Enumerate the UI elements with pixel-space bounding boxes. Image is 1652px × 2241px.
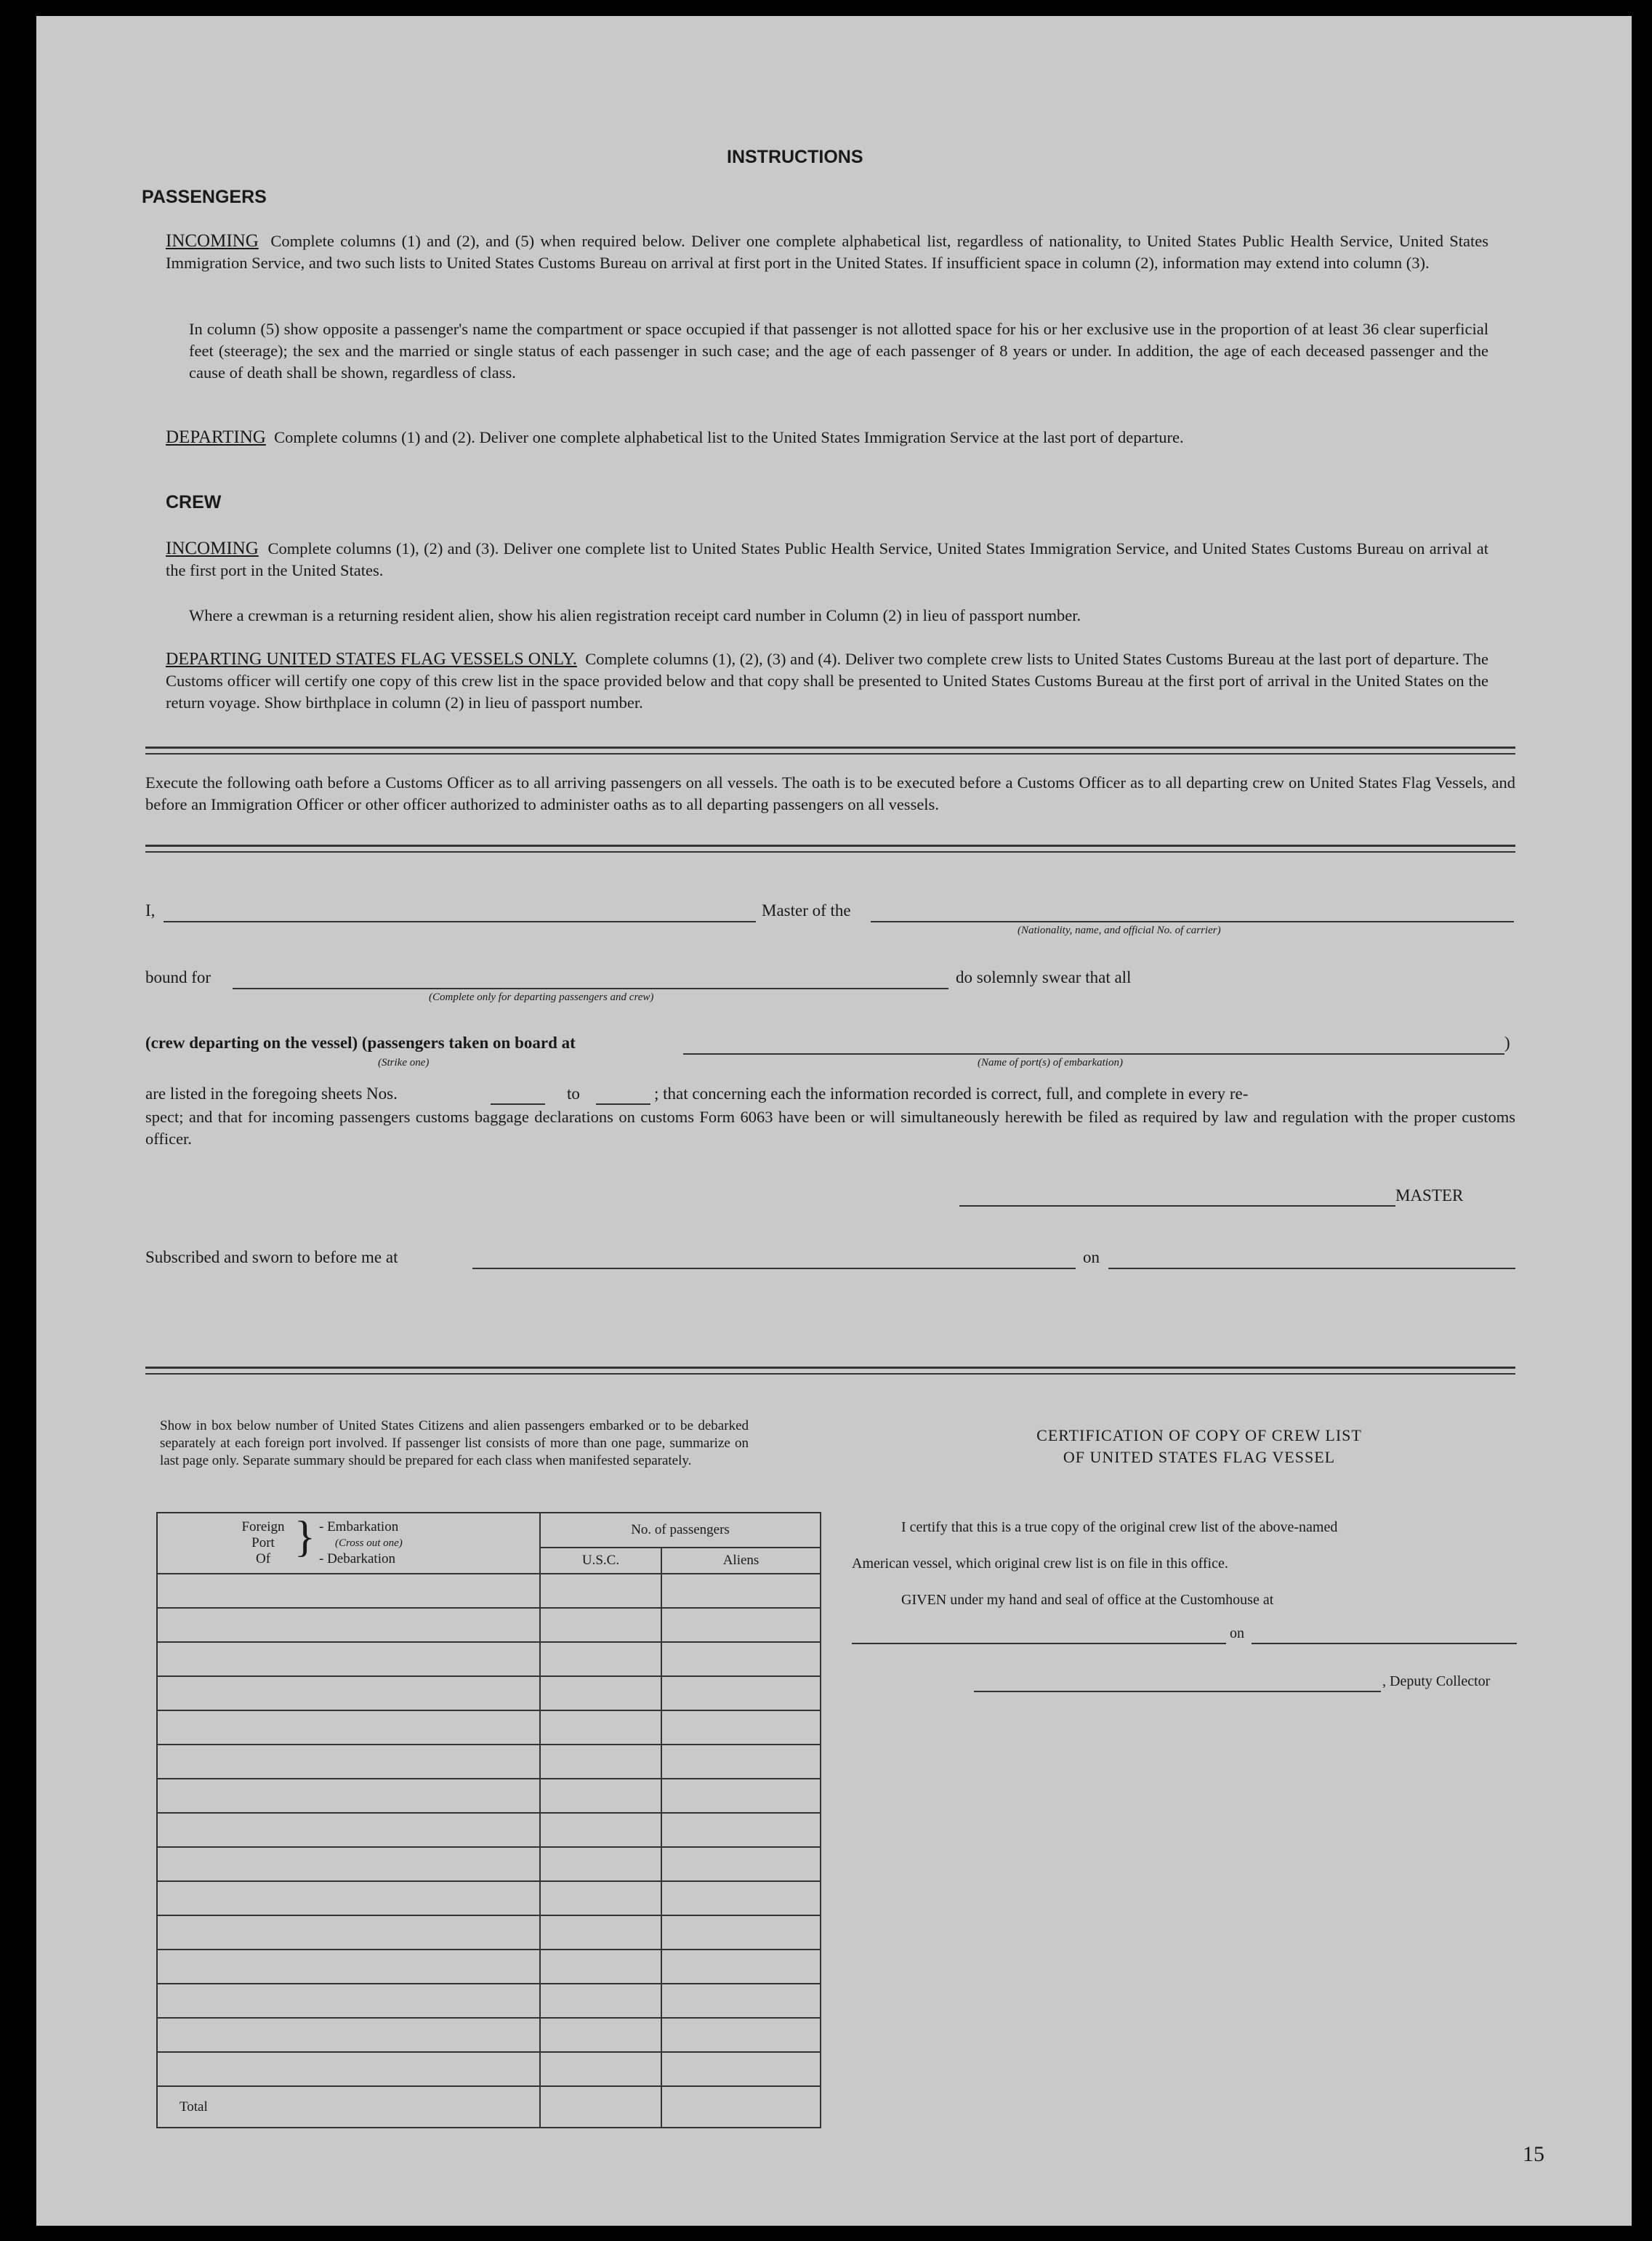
- column5-paragraph: In column (5) show opposite a passenger's name the compartment or space occupied if that passenger is not allotted space for his or her exclusive use in the proportion of at least 36 clear superficial feet (steerage); the sex and the married or single status of each passenger in such case; and the age of each passenger of 8 years or under. In addition, the age of each deceased passenger and the cause of death shall be shown, regardless of class.: [189, 320, 1488, 382]
- total-usc-cell[interactable]: [540, 2086, 661, 2128]
- oath-intro: Execute the following oath before a Customs Officer as to all arriving passengers on all vessels. The oath is to be executed before a Customs Officer as to all departing crew on United States Flag Vessels, and before an Immigration Officer or other officer authorized to administer oaths as to all departing passengers on all vessels.: [145, 773, 1515, 813]
- aliens-cell[interactable]: [661, 1574, 821, 1608]
- aliens-cell[interactable]: [661, 1779, 821, 1813]
- usc-cell[interactable]: [540, 1881, 661, 1915]
- port-cell[interactable]: [157, 2052, 540, 2086]
- port-cell[interactable]: [157, 1915, 540, 1950]
- aliens-cell[interactable]: [661, 1608, 821, 1642]
- master-name-field[interactable]: [164, 921, 756, 922]
- given-line: GIVEN under my hand and seal of office at the Customhouse at: [901, 1592, 1274, 1608]
- aliens-cell[interactable]: [661, 1881, 821, 1915]
- customhouse-field[interactable]: [852, 1643, 1226, 1644]
- total-aliens-cell[interactable]: [661, 2086, 821, 2128]
- port-cell[interactable]: [157, 1984, 540, 2018]
- listed-text-2: ; that concerning each the information recorded is correct, full, and complete in every re-: [654, 1085, 1249, 1103]
- carrier-field[interactable]: [871, 921, 1514, 922]
- subscribed-date-field[interactable]: [1108, 1268, 1515, 1269]
- port-cell[interactable]: [157, 1642, 540, 1676]
- flag-vessels-paragraph: [166, 648, 1488, 714]
- usc-cell[interactable]: [540, 1984, 661, 2018]
- instructions-title: INSTRUCTIONS: [727, 147, 863, 167]
- aliens-cell[interactable]: [661, 2018, 821, 2052]
- crewman-paragraph: Where a crewman is a returning resident alien, show his alien registration receipt card number in Column (2) in lieu of passport number.: [189, 606, 1081, 624]
- sheet-to-field[interactable]: [596, 1103, 650, 1105]
- total-label: Total: [157, 2086, 540, 2128]
- aliens-cell[interactable]: [661, 1847, 821, 1881]
- aliens-cell[interactable]: [661, 1710, 821, 1745]
- aliens-cell[interactable]: [661, 1676, 821, 1710]
- nationality-note: (Nationality, name, and official No. of carrier): [1018, 925, 1221, 936]
- aliens-cell[interactable]: [661, 1984, 821, 2018]
- subscribed-on-label: on: [1083, 1248, 1100, 1266]
- port-cell[interactable]: [157, 1574, 540, 1608]
- ports-note: (Name of port(s) of embarkation): [978, 1057, 1123, 1069]
- passengers-incoming-paragraph: [166, 230, 1488, 274]
- close-paren: ): [1504, 1034, 1510, 1052]
- master-signature-field[interactable]: [959, 1205, 1395, 1207]
- port-cell[interactable]: [157, 1710, 540, 1745]
- listed-text-3: spect; and that for incoming passengers customs baggage declarations on customs Form 6063 have been or will simultaneously herewith be filed as required by law and regulation with the proper customs officer.: [145, 1108, 1515, 1148]
- port-cell[interactable]: [157, 1676, 540, 1710]
- crew-incoming-text: Complete columns (1), (2) and (3). Deliver one complete list to United States Public Health Service, United States Immigration Service, and United States Customs Bureau on arrival at the first port in the United States.: [166, 539, 1489, 579]
- certification-on-label: on: [1230, 1625, 1244, 1641]
- aliens-cell[interactable]: [661, 1950, 821, 1984]
- bound-for-label: bound for: [145, 968, 211, 986]
- divider: [145, 747, 1515, 755]
- deputy-signature-field[interactable]: [974, 1691, 1381, 1692]
- ports-field[interactable]: [683, 1053, 1504, 1055]
- usc-cell[interactable]: [540, 1574, 661, 1608]
- port-cell[interactable]: [157, 1881, 540, 1915]
- deputy-collector-label: , Deputy Collector: [1382, 1673, 1491, 1689]
- usc-cell[interactable]: [540, 1779, 661, 1813]
- aliens-cell[interactable]: [661, 1642, 821, 1676]
- crew-departing-label: (crew departing on the vessel) (passengers taken on board at: [145, 1034, 576, 1052]
- summary-instructions: Show in box below number of United States Citizens and alien passengers embarked or to be debarked separately at each foreign port involved. If passenger list consists of more than one page, summarize on last page only. Separate summary should be prepared for each class when manifested separately.: [160, 1418, 749, 1468]
- usc-cell[interactable]: [540, 2052, 661, 2086]
- port-cell[interactable]: [157, 1779, 540, 1813]
- certification-title-1: CERTIFICATION OF COPY OF CREW LIST: [1036, 1426, 1362, 1444]
- port-cell[interactable]: [157, 1745, 540, 1779]
- master-of-the-label: Master of the: [762, 901, 851, 920]
- to-label: to: [567, 1085, 580, 1103]
- usc-cell[interactable]: [540, 1642, 661, 1676]
- incoming-text: Complete columns (1) and (2), and (5) when required below. Deliver one complete alphabetical list, regardless of nationality, to United States Public Health Service, United States Immigration Service, and two such lists to United States Customs Bureau on arrival at first port in the United States. If insufficient space in column (2), information may extend into column (3).: [166, 232, 1489, 272]
- incoming-label: INCOMING: [166, 231, 259, 251]
- swear-label: do solemnly swear that all: [956, 968, 1132, 986]
- passengers-heading: PASSENGERS: [142, 187, 267, 207]
- port-cell[interactable]: [157, 1608, 540, 1642]
- debarkation-label: - Debarkation: [319, 1551, 395, 1566]
- no-of-passengers-header: No. of passengers: [540, 1513, 821, 1548]
- aliens-cell[interactable]: [661, 1915, 821, 1950]
- aliens-cell[interactable]: [661, 1745, 821, 1779]
- summary-table: [156, 1512, 821, 2128]
- complete-only-note: (Complete only for departing passengers and crew): [429, 991, 654, 1003]
- usc-header: U.S.C.: [540, 1548, 661, 1574]
- brace-glyph: }: [294, 1513, 315, 1561]
- summary-header-port: [157, 1513, 540, 1574]
- certify-line-2: American vessel, which original crew list is on file in this office.: [852, 1556, 1228, 1572]
- divider: [145, 1367, 1515, 1375]
- strike-one-note: (Strike one): [378, 1057, 430, 1069]
- certification-date-field[interactable]: [1252, 1643, 1517, 1644]
- usc-cell[interactable]: [540, 1676, 661, 1710]
- usc-cell[interactable]: [540, 1710, 661, 1745]
- usc-cell[interactable]: [540, 1745, 661, 1779]
- usc-cell[interactable]: [540, 1915, 661, 1950]
- port-cell[interactable]: [157, 1950, 540, 1984]
- of-label: Of: [255, 1551, 271, 1566]
- usc-cell[interactable]: [540, 1950, 661, 1984]
- aliens-cell[interactable]: [661, 1813, 821, 1847]
- departing-text: Complete columns (1) and (2). Deliver one complete alphabetical list to the United States Immigration Service at the last port of departure.: [274, 428, 1184, 446]
- page-number: 15: [1523, 2142, 1544, 2166]
- embarkation-label: - Embarkation: [319, 1519, 399, 1534]
- port-cell[interactable]: [157, 2018, 540, 2052]
- usc-cell[interactable]: [540, 1608, 661, 1642]
- port-label: Port: [251, 1535, 275, 1550]
- oath-i-label: I,: [145, 901, 156, 920]
- crew-heading: CREW: [166, 492, 222, 512]
- certify-line-1: I certify that this is a true copy of the original crew list of the above-named: [901, 1519, 1338, 1535]
- aliens-cell[interactable]: [661, 2052, 821, 2086]
- certification-title-2: OF UNITED STATES FLAG VESSEL: [1063, 1448, 1336, 1466]
- sheet-from-field[interactable]: [491, 1103, 545, 1105]
- subscribed-place-field[interactable]: [472, 1268, 1076, 1269]
- crew-incoming-paragraph: [166, 538, 1488, 582]
- master-label: MASTER: [1395, 1186, 1464, 1204]
- usc-cell[interactable]: [540, 2018, 661, 2052]
- flag-label: DEPARTING UNITED STATES FLAG VESSELS ONLY.: [166, 650, 577, 669]
- departing-label: DEPARTING: [166, 427, 266, 447]
- port-cell[interactable]: [157, 1813, 540, 1847]
- divider: [145, 845, 1515, 853]
- aliens-header: Aliens: [661, 1548, 821, 1574]
- crew-incoming-label: INCOMING: [166, 539, 259, 558]
- port-cell[interactable]: [157, 1847, 540, 1881]
- foreign-label: Foreign: [241, 1519, 285, 1534]
- document-page: [36, 16, 1632, 2226]
- subscribed-label: Subscribed and sworn to before me at: [145, 1248, 398, 1266]
- usc-cell[interactable]: [540, 1847, 661, 1881]
- bound-for-field[interactable]: [233, 988, 948, 989]
- cross-out-note: (Cross out one): [335, 1537, 403, 1549]
- flag-text: Complete columns (1), (2), (3) and (4). Deliver two complete crew lists to United States Customs Bureau at the last port of departure. The Customs officer will certify one copy of this crew list in the space provided below and that copy shall be presented to United States Customs Bureau at the first port of arrival in the United States on the return voyage. Show birthplace in column (2) in lieu of passport number.: [166, 650, 1489, 712]
- usc-cell[interactable]: [540, 1813, 661, 1847]
- listed-text-1: are listed in the foregoing sheets Nos.: [145, 1085, 398, 1103]
- passengers-departing-paragraph: [166, 427, 1488, 448]
